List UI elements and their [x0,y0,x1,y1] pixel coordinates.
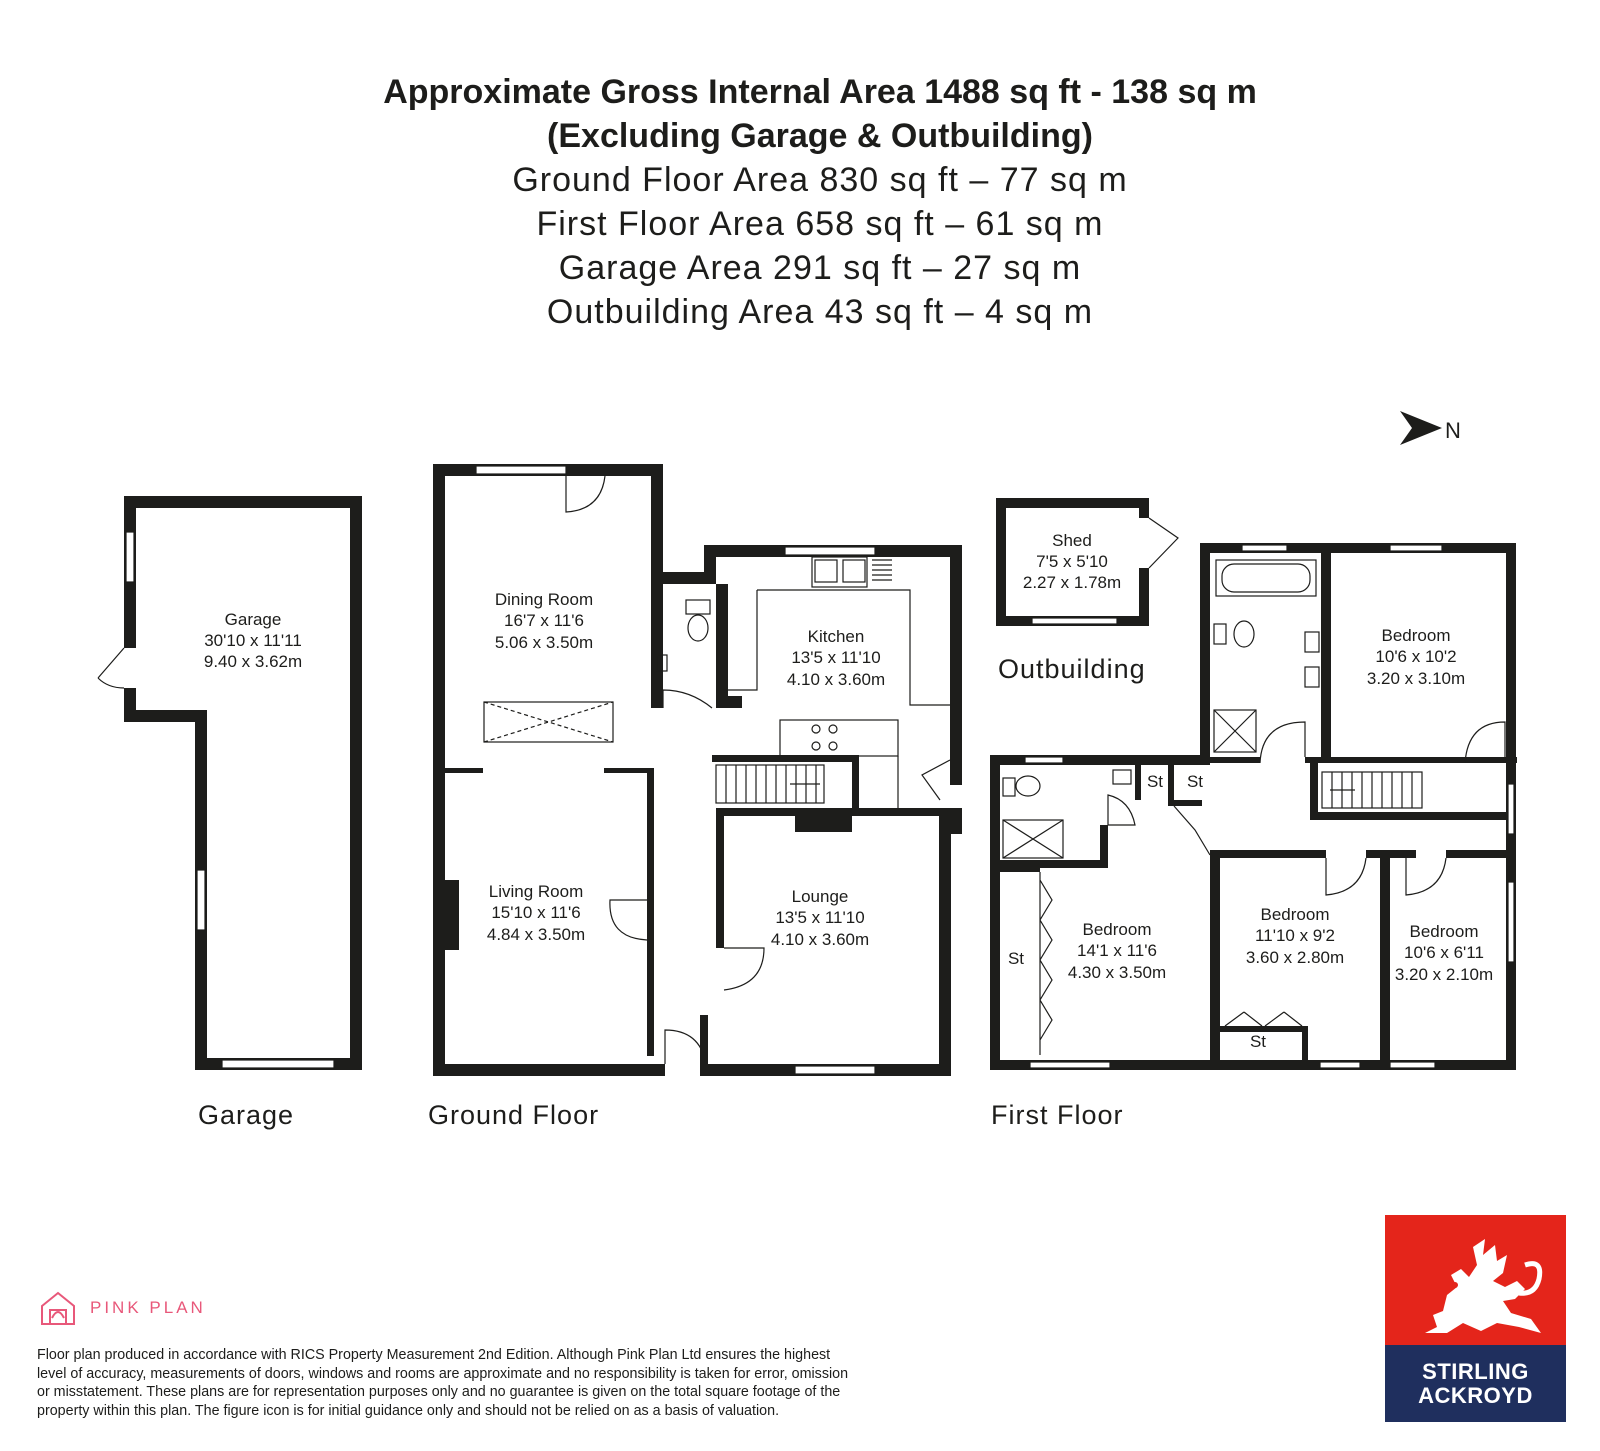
bedroom-1-metric: 3.20 x 3.10m [1366,669,1466,688]
bedroom-4-name: Bedroom [1409,922,1479,941]
shed-metric: 2.27 x 1.78m [1022,573,1122,592]
living-room-imperial: 15'10 x 11'6 [491,903,581,922]
lounge-metric: 4.10 x 3.60m [770,930,870,949]
pink-plan-logo [38,1288,206,1328]
storage-label: St [1186,772,1204,791]
logo-line-2: ACKROYD [1418,1382,1533,1408]
lounge-name: Lounge [791,887,849,906]
bedroom-2-metric: 4.30 x 3.50m [1067,963,1167,982]
first-floor-plan [990,543,1517,1130]
bedroom-1-name: Bedroom [1381,626,1451,645]
shed-name: Shed [1052,531,1092,550]
disclaimer-line: level of accuracy, measurements of doors, windows and rooms are approximate and no responsibility is taken for error, omission [37,1365,849,1382]
garage-room-imperial: 30'10 x 11'11 [204,631,302,650]
bedroom-3-imperial: 11'10 x 9'2 [1255,926,1335,945]
stirling-ackroyd-logo [1385,1215,1566,1422]
bedroom-2-name: Bedroom [1082,920,1152,939]
garage-room-metric: 9.40 x 3.62m [203,652,303,671]
disclaimer-line: or misstatement. These plans are for representation purposes only and no guarantee is given on the total square footage of the [37,1384,841,1400]
logo-red-panel [1385,1215,1566,1345]
outbuilding-section-label: Outbuilding [998,654,1146,684]
kitchen-metric: 4.10 x 3.60m [786,670,886,689]
lounge-imperial: 13'5 x 11'10 [775,908,865,927]
logo-line-1: STIRLING [1422,1358,1529,1384]
ground-floor-area: Ground Floor Area 830 sq ft – 77 sq m [512,161,1128,199]
kitchen-imperial: 13'5 x 11'10 [791,648,881,667]
kitchen-name: Kitchen [807,627,865,646]
garage-room-name: Garage [224,610,282,629]
outbuilding-area: Outbuilding Area 43 sq ft – 4 sq m [546,293,1094,331]
garage-area: Garage Area 291 sq ft – 27 sq m [558,249,1082,287]
pink-plan-label: PINK PLAN [90,1298,206,1317]
ground-floor-section-label: Ground Floor [428,1100,600,1130]
griffin-icon [1385,1215,1566,1345]
shed-imperial: 7'5 x 5'10 [1036,552,1108,571]
logo-navy-panel [1385,1345,1566,1422]
north-label: N [1445,418,1461,443]
bedroom-4-metric: 3.20 x 2.10m [1394,965,1494,984]
first-floor-section-label: First Floor [991,1100,1124,1130]
bedroom-2-imperial: 14'1 x 11'6 [1077,941,1157,960]
disclaimer [37,1346,937,1420]
storage-label: St [1249,1032,1267,1051]
pink-plan-house-icon [38,1288,78,1328]
living-room-name: Living Room [488,882,584,901]
disclaimer-line: property within this plan. The figure icon is for initial guidance only and should not be relied on as a basis of valuation. [37,1402,780,1419]
excluding-note: (Excluding Garage & Outbuilding) [547,117,1093,155]
north-arrow-icon [1400,411,1461,445]
disclaimer-line: Floor plan produced in accordance with RICS Property Measurement 2nd Edition. Although Pink Plan Ltd ensures the highest [37,1347,831,1363]
garage-section-label: Garage [198,1100,295,1130]
outbuilding-plan [996,498,1178,684]
storage-label: St [1007,949,1025,968]
bedroom-1-imperial: 10'6 x 10'2 [1375,647,1457,666]
garage-plan [98,496,362,1130]
first-floor-area: First Floor Area 658 sq ft – 61 sq m [536,205,1104,243]
bedroom-3-name: Bedroom [1260,905,1330,924]
bedroom-3-metric: 3.60 x 2.80m [1245,948,1345,967]
bedroom-4-imperial: 10'6 x 6'11 [1404,943,1484,962]
gross-area-title: Approximate Gross Internal Area 1488 sq ft - 138 sq m [383,73,1257,111]
dining-room-metric: 5.06 x 3.50m [494,633,594,652]
dining-room-imperial: 16'7 x 11'6 [504,611,584,630]
living-room-metric: 4.84 x 3.50m [486,925,586,944]
dining-room-name: Dining Room [494,590,594,609]
storage-label: St [1146,772,1164,791]
ground-floor-plan [428,464,962,1130]
